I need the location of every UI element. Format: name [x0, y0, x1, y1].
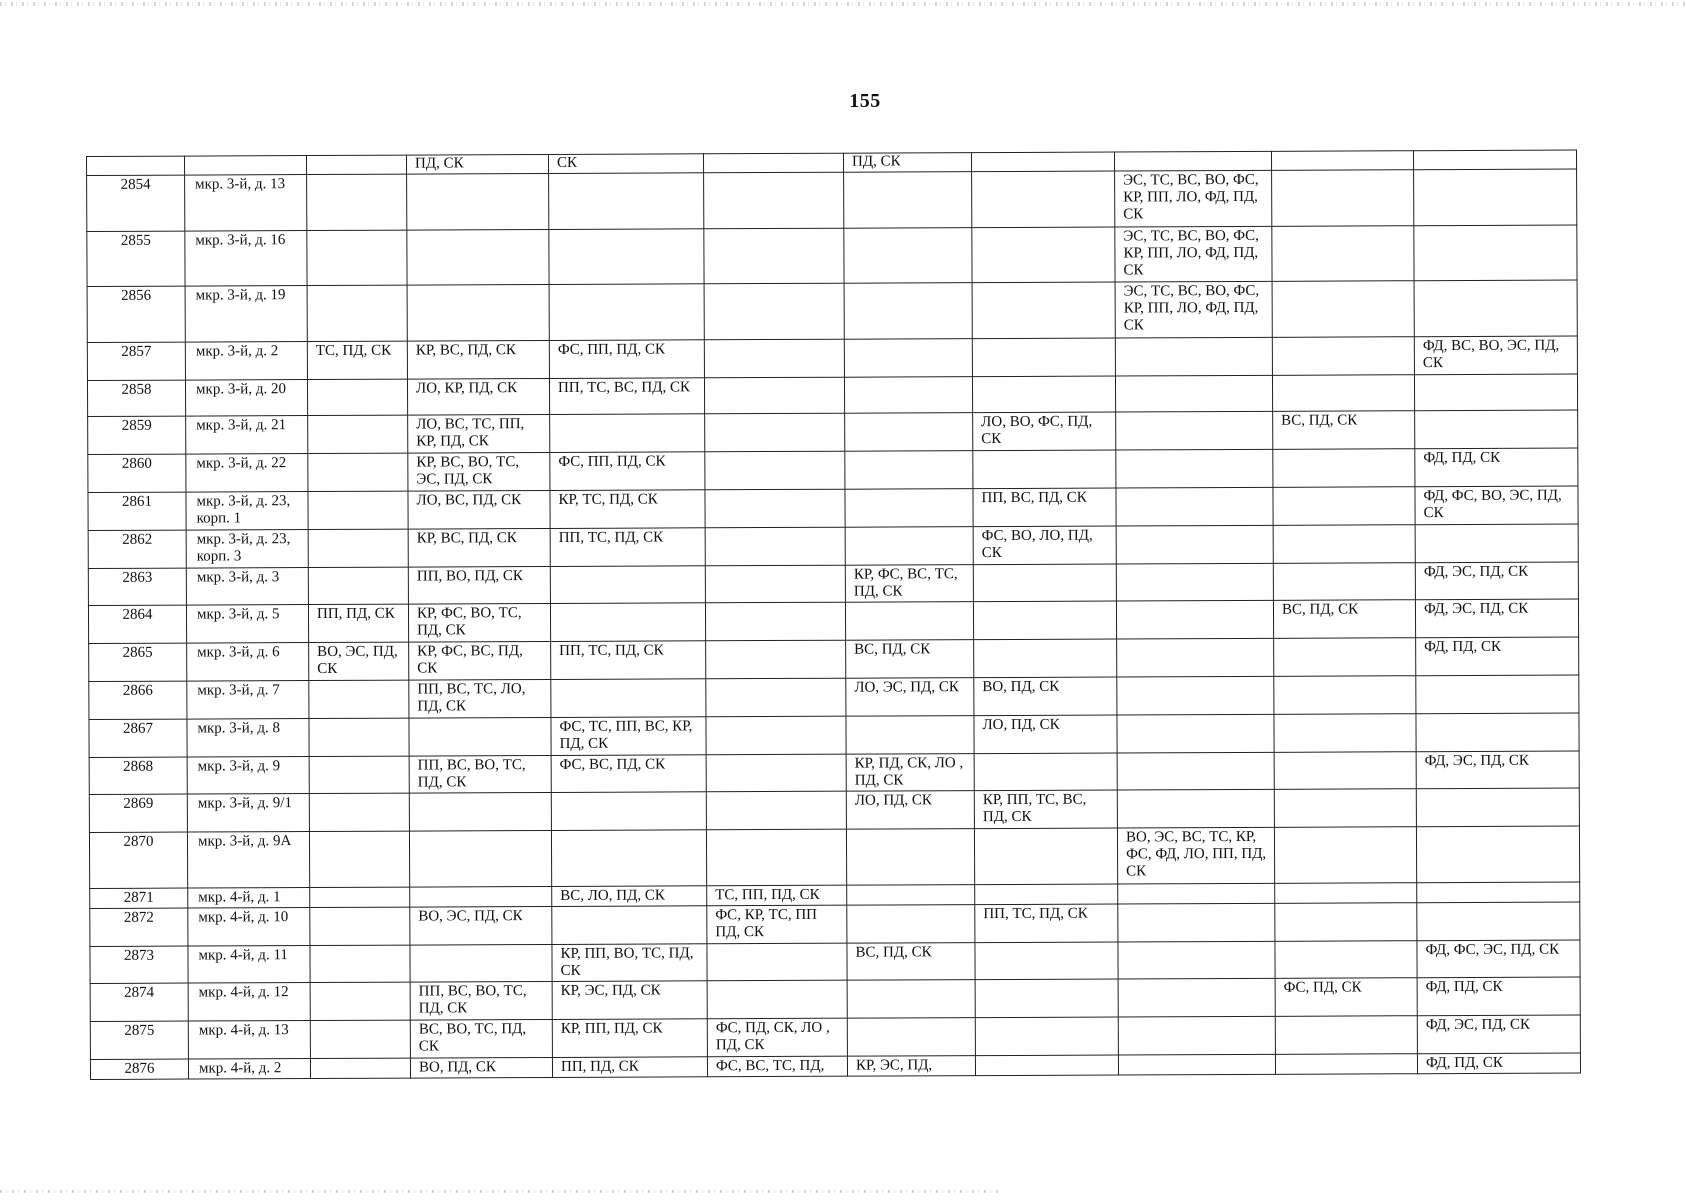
work-codes-cell: [551, 679, 706, 717]
work-codes-cell: [310, 1058, 410, 1079]
work-codes-cell: [1272, 170, 1414, 226]
work-codes-cell: ЛО, ПД, СК: [846, 791, 974, 829]
work-codes-cell: [705, 603, 845, 641]
work-codes-cell: [1117, 752, 1274, 790]
row-number-cell: 2872: [90, 908, 188, 946]
address-cell: мкр. 3-й, д. 20: [185, 379, 307, 416]
work-codes-cell: [552, 906, 707, 944]
work-codes-cell: [845, 526, 973, 564]
work-codes-cell: [1275, 940, 1417, 978]
work-codes-cell: ФД, ЭС, ПД, СК: [1416, 751, 1579, 790]
work-codes-cell: [975, 942, 1118, 980]
work-codes-cell: [307, 285, 407, 341]
work-codes-cell: [706, 716, 846, 754]
work-codes-cell: [704, 339, 844, 377]
page-number: 155: [849, 90, 881, 112]
work-codes-cell: ВО, ЭС, ПД, СК: [410, 906, 552, 944]
row-number-cell: 2859: [88, 416, 186, 454]
work-codes-cell: ПП, ВО, ПД, СК: [408, 566, 550, 604]
work-codes-cell: КР, ВС, ПД, СК: [407, 340, 549, 378]
table-row: [90, 1015, 1580, 1059]
work-codes-cell: [310, 887, 410, 907]
work-codes-cell: ЛО, ВО, ФС, ПД, СК: [973, 412, 1116, 450]
work-codes-cell: ЛО, ВС, ПД, СК: [408, 490, 550, 528]
work-codes-cell: ФД, ВС, ВО, ЭС, ПД, СК: [1414, 336, 1577, 375]
work-codes-cell: [1414, 280, 1577, 336]
work-codes-cell: ФС, ПП, ПД, СК: [550, 452, 705, 490]
address-cell: мкр. 3-й, д. 21: [186, 416, 308, 454]
work-codes-cell: [407, 285, 549, 341]
row-number-cell: 2869: [89, 794, 187, 832]
row-number-cell: 2875: [90, 1021, 188, 1059]
work-codes-cell: [1274, 638, 1416, 676]
work-codes-cell: [1117, 790, 1274, 828]
work-codes-cell: [973, 450, 1116, 488]
work-codes-cell: [845, 489, 973, 527]
address-cell: мкр. 3-й, д. 22: [186, 454, 308, 492]
work-codes-cell: ФС, ПП, ПД, СК: [549, 340, 704, 378]
work-codes-cell: КР, ПП, ТС, ВС, ПД, СК: [974, 790, 1117, 828]
row-number-cell: 2861: [88, 492, 186, 530]
work-codes-cell: [1118, 883, 1275, 904]
work-codes-cell: [407, 229, 549, 285]
work-codes-cell: [1273, 524, 1415, 562]
work-codes-cell: [974, 753, 1117, 791]
work-codes-cell: [409, 831, 551, 887]
work-codes-cell: [550, 414, 705, 452]
work-codes-cell: ПП, ТС, ВС, ПД, СК: [549, 377, 704, 414]
work-codes-cell: [707, 980, 847, 1018]
work-codes-cell: ПП, ТС, ПД, СК: [975, 904, 1118, 942]
work-codes-cell: ПП, ВС, ПД, СК: [973, 488, 1116, 526]
row-number-cell: 2864: [88, 605, 186, 643]
table-row: [89, 751, 1579, 795]
work-codes-cell: [1273, 449, 1415, 487]
scan-noise-top: [0, 2, 1686, 6]
work-codes-cell: [845, 451, 973, 489]
work-codes-cell: КР, ТС, ПД, СК: [550, 490, 705, 528]
work-codes-cell: ФД, ПД, СК: [1415, 448, 1578, 487]
work-codes-cell: [844, 376, 972, 413]
work-codes-cell: [1272, 281, 1414, 337]
address-cell: мкр. 3-й, д. 23, корп. 3: [186, 529, 308, 567]
work-codes-cell: [308, 453, 408, 491]
row-number-cell: 2854: [87, 175, 185, 231]
work-codes-cell: [307, 174, 407, 230]
work-codes-cell: КР, ФС, ВС, ТС, ПД, СК: [845, 564, 973, 602]
data-table: [86, 149, 1581, 1079]
work-codes-cell: ФС, ПД, СК: [1275, 978, 1417, 1016]
work-codes-cell: [310, 1020, 410, 1058]
table-row: [87, 280, 1577, 342]
row-number-cell: 2867: [89, 719, 187, 757]
work-codes-cell: [310, 907, 410, 945]
work-codes-cell: [975, 1017, 1118, 1055]
address-cell: мкр. 3-й, д. 13: [185, 174, 307, 230]
work-codes-cell: [1116, 487, 1273, 525]
table-row: [87, 169, 1577, 231]
work-codes-cell: ФД, ЭС, ПД, СК: [1415, 562, 1578, 601]
work-codes-cell: [1416, 826, 1579, 882]
work-codes-cell: ВС, ПД, СК: [1273, 411, 1415, 449]
row-number-cell: 2865: [89, 643, 187, 681]
work-codes-cell: ПП, ТС, ПД, СК: [550, 528, 705, 566]
address-cell: мкр. 4-й, д. 10: [188, 907, 310, 945]
address-cell: мкр. 4-й, д. 12: [188, 983, 310, 1021]
row-number-cell: [87, 156, 185, 175]
address-cell: мкр. 4-й, д. 13: [188, 1021, 310, 1059]
work-codes-cell: [550, 565, 705, 603]
work-codes-cell: КР, ПД, СК, ЛО , ПД, СК: [846, 753, 974, 791]
work-codes-cell: [307, 155, 407, 174]
work-codes-cell: [409, 793, 551, 831]
work-codes-cell: ВС, ВО, ТС, ПД, СК: [410, 1020, 552, 1058]
work-codes-cell: [1417, 902, 1580, 941]
work-codes-cell: [844, 172, 972, 228]
work-codes-cell: ВС, ПД, СК: [847, 942, 975, 980]
table-row: [90, 902, 1580, 946]
work-codes-cell: ФС, ПД, СК, ЛО , ПД, СК: [707, 1018, 847, 1056]
row-number-cell: 2868: [89, 757, 187, 795]
work-codes-cell: [1117, 676, 1274, 714]
work-codes-cell: [973, 601, 1116, 639]
work-codes-cell: [307, 230, 407, 286]
address-cell: мкр. 4-й, д. 11: [188, 945, 310, 983]
work-codes-cell: [1275, 902, 1417, 940]
table-row: [88, 562, 1578, 606]
work-codes-cell: [309, 680, 409, 718]
work-codes-cell: [1271, 151, 1413, 171]
work-codes-cell: [1414, 225, 1577, 281]
work-codes-cell: [1118, 1016, 1275, 1054]
work-codes-cell: [1116, 563, 1273, 601]
work-codes-cell: [549, 284, 704, 340]
address-cell: мкр. 3-й, д. 16: [185, 230, 307, 286]
work-codes-cell: [1118, 1054, 1275, 1075]
work-codes-cell: [703, 153, 843, 173]
row-number-cell: 2855: [87, 231, 185, 287]
address-cell: мкр. 3-й, д. 5: [186, 605, 308, 643]
work-codes-cell: КР, ФС, ВС, ПД, СК: [409, 642, 551, 680]
work-codes-cell: [1273, 487, 1415, 525]
work-codes-cell: [847, 1018, 975, 1056]
work-codes-cell: [705, 414, 845, 452]
work-codes-cell: [974, 828, 1117, 884]
scan-noise-bottom: [0, 1190, 1000, 1193]
work-codes-cell: [975, 1055, 1118, 1076]
work-codes-cell: [846, 829, 974, 885]
work-codes-cell: [1275, 1016, 1417, 1054]
work-codes-cell: [549, 173, 704, 229]
work-codes-cell: [308, 529, 408, 567]
work-codes-cell: [704, 377, 844, 414]
work-codes-cell: [1118, 903, 1275, 941]
work-codes-cell: ПП, ТС, ПД, СК: [551, 641, 706, 679]
table-row: [89, 788, 1579, 832]
work-codes-cell: [409, 717, 551, 755]
work-codes-cell: [1415, 524, 1578, 563]
work-codes-cell: [1416, 713, 1579, 752]
work-codes-cell: [972, 282, 1115, 338]
work-codes-cell: [1116, 601, 1273, 639]
work-codes-cell: [1413, 150, 1576, 170]
work-codes-cell: [307, 379, 407, 416]
work-codes-cell: [847, 884, 975, 904]
work-codes-cell: ВО, ЭС, ПД, СК: [309, 642, 409, 680]
work-codes-cell: [308, 567, 408, 605]
work-codes-cell: [308, 491, 408, 529]
work-codes-cell: [844, 338, 972, 376]
work-codes-cell: СК: [548, 154, 703, 174]
address-cell: мкр. 3-й, д. 23, корп. 1: [186, 491, 308, 529]
row-number-cell: 2863: [88, 568, 186, 606]
row-number-cell: 2873: [90, 946, 188, 984]
work-codes-cell: [549, 228, 704, 284]
address-cell: [185, 156, 307, 175]
work-codes-cell: КР, ФС, ВО, ТС, ПД, СК: [408, 604, 550, 642]
work-codes-cell: [971, 152, 1114, 172]
row-number-cell: 2876: [90, 1059, 188, 1080]
work-codes-cell: [310, 945, 410, 983]
work-codes-cell: КР, ВС, ПД, СК: [408, 528, 550, 566]
row-number-cell: 2858: [87, 380, 185, 417]
work-codes-cell: [1414, 169, 1577, 225]
work-codes-cell: [847, 980, 975, 1018]
work-codes-cell: [706, 640, 846, 678]
work-codes-cell: [309, 718, 409, 756]
work-codes-cell: [1118, 979, 1275, 1017]
work-codes-cell: [1274, 751, 1416, 789]
work-codes-cell: ПП, ПД, СК: [552, 1057, 707, 1078]
work-codes-cell: [705, 489, 845, 527]
work-codes-cell: [410, 886, 552, 907]
table-row: [88, 599, 1578, 643]
table-row: [90, 977, 1580, 1021]
work-codes-cell: [972, 171, 1115, 227]
work-codes-cell: ВО, ЭС, ВС, ТС, КР, ФС, ФД, ЛО, ПП, ПД, СК: [1117, 827, 1274, 883]
work-codes-cell: [410, 944, 552, 982]
row-number-cell: 2874: [90, 983, 188, 1021]
work-codes-cell: [309, 793, 409, 831]
address-cell: мкр. 3-й, д. 6: [187, 643, 309, 681]
row-number-cell: 2871: [90, 888, 188, 908]
table-container: [86, 149, 1580, 1079]
work-codes-cell: [1118, 941, 1275, 979]
work-codes-cell: [1414, 374, 1577, 411]
work-codes-cell: ФД, ЭС, ПД, СК: [1417, 1015, 1580, 1054]
work-codes-cell: [1274, 827, 1416, 883]
row-number-cell: 2862: [88, 530, 186, 568]
table-row: [88, 448, 1578, 492]
work-codes-cell: [310, 982, 410, 1020]
address-cell: мкр. 3-й, д. 9А: [187, 832, 309, 888]
work-codes-cell: ФД, ПД, СК: [1417, 1053, 1580, 1074]
work-codes-cell: [705, 565, 845, 603]
work-codes-cell: [1272, 337, 1414, 375]
work-codes-cell: [972, 338, 1115, 376]
work-codes-cell: ФД, ПД, СК: [1416, 637, 1579, 676]
work-codes-cell: ЛО, КР, ПД, СК: [407, 378, 549, 415]
work-codes-cell: [706, 678, 846, 716]
work-codes-cell: [1272, 374, 1414, 411]
work-codes-cell: [1416, 675, 1579, 714]
work-codes-cell: ТС, ПП, ПД, СК: [707, 885, 847, 906]
address-cell: мкр. 3-й, д. 3: [186, 567, 308, 605]
work-codes-cell: [973, 564, 1116, 602]
work-codes-cell: ПД, СК: [406, 154, 548, 174]
work-codes-cell: КР, ЭС, ПД,: [847, 1056, 975, 1077]
row-number-cell: 2856: [87, 286, 185, 342]
work-codes-cell: [407, 173, 549, 229]
work-codes-cell: [706, 754, 846, 792]
work-codes-cell: [704, 172, 844, 228]
work-codes-cell: КР, ПП, ВО, ТС, ПД, СК: [552, 943, 707, 981]
work-codes-cell: [1274, 676, 1416, 714]
work-codes-cell: [974, 639, 1117, 677]
work-codes-cell: ФС, КР, ТС, ПП ПД, СК: [707, 905, 847, 943]
work-codes-cell: ПП, ВС, ВО, ТС, ПД, СК: [410, 982, 552, 1020]
work-codes-cell: КР, ВС, ВО, ТС, ЭС, ПД, СК: [408, 453, 550, 491]
work-codes-cell: КР, ЭС, ПД, СК: [552, 981, 707, 1019]
row-number-cell: 2866: [89, 681, 187, 719]
work-codes-cell: ФС, ВО, ЛО, ПД, СК: [973, 526, 1116, 564]
address-cell: мкр. 4-й, д. 2: [188, 1058, 310, 1079]
work-codes-cell: ЭС, ТС, ВС, ВО, ФС, КР, ПП, ЛО, ФД, ПД, СК: [1115, 226, 1272, 282]
address-cell: мкр. 3-й, д. 19: [185, 286, 307, 342]
row-number-cell: 2857: [87, 342, 185, 380]
work-codes-cell: ПД, СК: [843, 153, 971, 172]
table-row: [88, 486, 1578, 530]
work-codes-cell: ФС, ВС, ТС, ПД,: [707, 1056, 847, 1077]
work-codes-cell: [1115, 375, 1272, 412]
work-codes-cell: [1114, 151, 1271, 171]
address-cell: мкр. 3-й, д. 8: [187, 718, 309, 756]
work-codes-cell: КР, ПП, ПД, СК: [552, 1019, 707, 1057]
table-row: [88, 524, 1578, 568]
table-row: [89, 713, 1579, 757]
work-codes-cell: [1115, 337, 1272, 375]
table-row: [87, 225, 1577, 287]
work-codes-cell: [1417, 882, 1580, 903]
work-codes-cell: [975, 884, 1118, 905]
work-codes-cell: [972, 227, 1115, 283]
work-codes-cell: ПП, ПД, СК: [308, 604, 408, 642]
work-codes-cell: [846, 715, 974, 753]
table-row: [87, 336, 1577, 380]
work-codes-cell: [1274, 713, 1416, 751]
row-number-cell: 2870: [89, 832, 187, 888]
work-codes-cell: ЭС, ТС, ВС, ВО, ФС, КР, ПП, ЛО, ФД, ПД, СК: [1115, 170, 1272, 226]
address-cell: мкр. 3-й, д. 7: [187, 680, 309, 718]
work-codes-cell: ТС, ПД, СК: [307, 341, 407, 379]
table-row: [90, 939, 1580, 983]
work-codes-cell: ЭС, ТС, ВС, ВО, ФС, КР, ПП, ЛО, ФД, ПД, СК: [1115, 281, 1272, 337]
row-number-cell: 2860: [88, 454, 186, 492]
work-codes-cell: ФД, ЭС, ПД, СК: [1415, 599, 1578, 638]
work-codes-cell: [1273, 562, 1415, 600]
address-cell: мкр. 3-й, д. 9: [187, 756, 309, 794]
table-row: [89, 826, 1579, 888]
address-cell: мкр. 3-й, д. 2: [185, 341, 307, 379]
work-codes-cell: [1274, 789, 1416, 827]
work-codes-cell: [550, 603, 705, 641]
work-codes-cell: [1415, 410, 1578, 449]
work-codes-cell: [309, 756, 409, 794]
work-codes-cell: [705, 451, 845, 489]
table-body: [87, 150, 1581, 1079]
work-codes-cell: [1275, 882, 1417, 903]
work-codes-cell: [551, 830, 706, 886]
work-codes-cell: ПП, ВС, ТС, ЛО, ПД, СК: [409, 679, 551, 717]
work-codes-cell: [847, 904, 975, 942]
work-codes-cell: [1416, 788, 1579, 827]
work-codes-cell: ФС, ВС, ПД, СК: [551, 754, 706, 792]
work-codes-cell: [844, 283, 972, 339]
work-codes-cell: [706, 829, 846, 885]
work-codes-cell: [1272, 225, 1414, 281]
work-codes-cell: ВС, ПД, СК: [846, 640, 974, 678]
work-codes-cell: ФД, ФС, ВО, ЭС, ПД, СК: [1415, 486, 1578, 525]
work-codes-cell: [1275, 1054, 1417, 1075]
work-codes-cell: [1116, 412, 1273, 450]
work-codes-cell: ВО, ПД, СК: [974, 677, 1117, 715]
work-codes-cell: [706, 792, 846, 830]
table-row: [88, 410, 1578, 454]
work-codes-cell: [845, 413, 973, 451]
work-codes-cell: ФД, ФС, ЭС, ПД, СК: [1417, 939, 1580, 978]
work-codes-cell: [844, 227, 972, 283]
work-codes-cell: [704, 283, 844, 339]
work-codes-cell: [972, 376, 1115, 413]
address-cell: мкр. 4-й, д. 1: [188, 887, 310, 907]
table-row: [89, 675, 1579, 719]
work-codes-cell: [309, 831, 409, 887]
table-row: [89, 637, 1579, 681]
work-codes-cell: [1117, 714, 1274, 752]
work-codes-cell: [1117, 638, 1274, 676]
work-codes-cell: ВО, ПД, СК: [410, 1057, 552, 1078]
work-codes-cell: ВС, ЛО, ПД, СК: [552, 886, 707, 907]
work-codes-cell: ЛО, ПД, СК: [974, 715, 1117, 753]
work-codes-cell: ЛО, ВС, ТС, ПП, КР, ПД, СК: [408, 415, 550, 453]
work-codes-cell: [845, 602, 973, 640]
work-codes-cell: ФД, ПД, СК: [1417, 977, 1580, 1016]
work-codes-cell: ЛО, ЭС, ПД, СК: [846, 678, 974, 716]
work-codes-cell: [1116, 525, 1273, 563]
work-codes-cell: [975, 979, 1118, 1017]
work-codes-cell: ПП, ВС, ВО, ТС, ПД, СК: [409, 755, 551, 793]
work-codes-cell: [308, 415, 408, 453]
work-codes-cell: [707, 943, 847, 981]
address-cell: мкр. 3-й, д. 9/1: [187, 794, 309, 832]
work-codes-cell: [704, 228, 844, 284]
work-codes-cell: [1116, 449, 1273, 487]
work-codes-cell: [551, 792, 706, 830]
work-codes-cell: ВС, ПД, СК: [1273, 600, 1415, 638]
work-codes-cell: ФС, ТС, ПП, ВС, КР, ПД, СК: [551, 717, 706, 755]
work-codes-cell: [705, 527, 845, 565]
